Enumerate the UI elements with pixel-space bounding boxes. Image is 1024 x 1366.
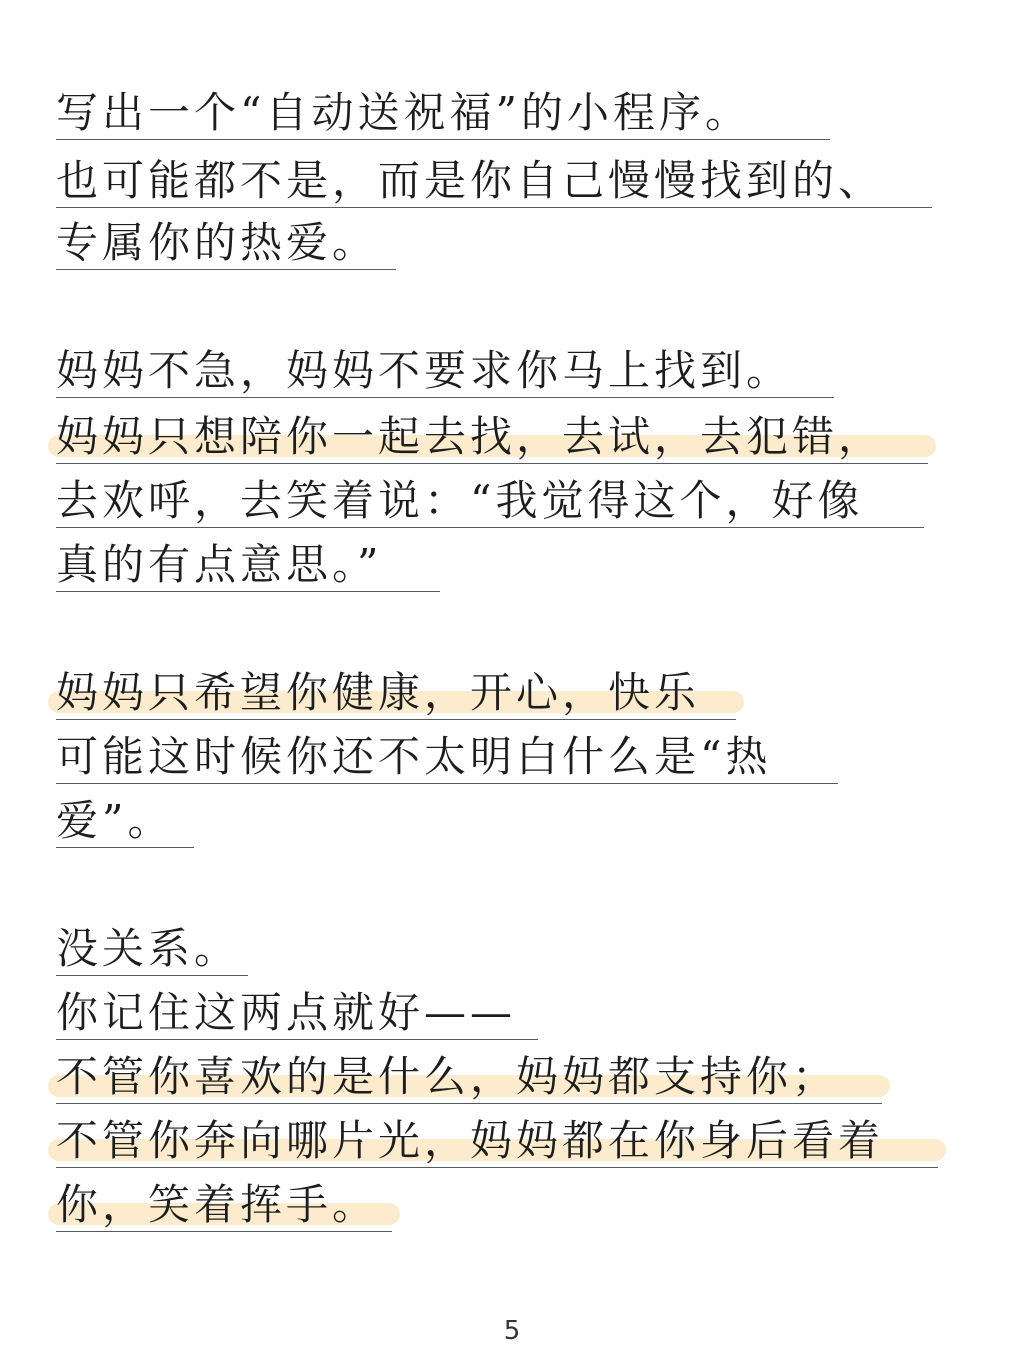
text-line-p2-l2 [56, 410, 928, 464]
text-line-p2-l4 [56, 538, 440, 592]
page-number: 5 [503, 1316, 521, 1346]
line-text: 爱”。 [56, 796, 174, 845]
text-line-p3-l1 [56, 666, 736, 720]
text-line-p4-l3 [56, 1050, 882, 1104]
line-text: 写出一个“自动送祝福”的小程序。 [56, 88, 751, 137]
line-text: 妈妈只想陪你一起去找，去试，去犯错， [56, 412, 885, 461]
line-text: 可能这时候你还不太明白什么是“热 [56, 732, 772, 781]
text-line-p3-l2 [56, 730, 838, 784]
text-line-p1-l3 [56, 216, 396, 270]
text-line-p4-l4 [56, 1114, 938, 1168]
text-line-p3-l3 [56, 794, 194, 848]
line-text: 专属你的热爱。 [56, 218, 379, 267]
text-line-p2-l3 [56, 474, 924, 528]
line-text: 也可能都不是，而是你自己慢慢找到的、 [56, 156, 885, 205]
line-text: 去欢呼，去笑着说：“我觉得这个，好像 [56, 476, 864, 525]
line-text: 你，笑着挥手。 [56, 1180, 379, 1229]
line-text: 没关系。 [56, 924, 241, 973]
line-text: 妈妈只希望你健康，开心，快乐 [56, 668, 701, 717]
line-text: 真的有点意思。” [56, 540, 383, 589]
line-text: 不管你奔向哪片光，妈妈都在你身后看着 [56, 1116, 885, 1165]
line-text: 你记住这两点就好—— [56, 988, 517, 1037]
line-text: 不管你喜欢的是什么，妈妈都支持你； [56, 1052, 839, 1101]
text-line-p4-l1 [56, 922, 248, 976]
text-line-p1-l2 [56, 154, 932, 208]
text-line-p4-l2 [56, 986, 538, 1040]
text-line-p4-l5 [56, 1178, 392, 1232]
text-line-p2-l1 [56, 344, 834, 398]
line-text: 妈妈不急，妈妈不要求你马上找到。 [56, 346, 793, 395]
text-line-p1-l1 [56, 86, 830, 140]
